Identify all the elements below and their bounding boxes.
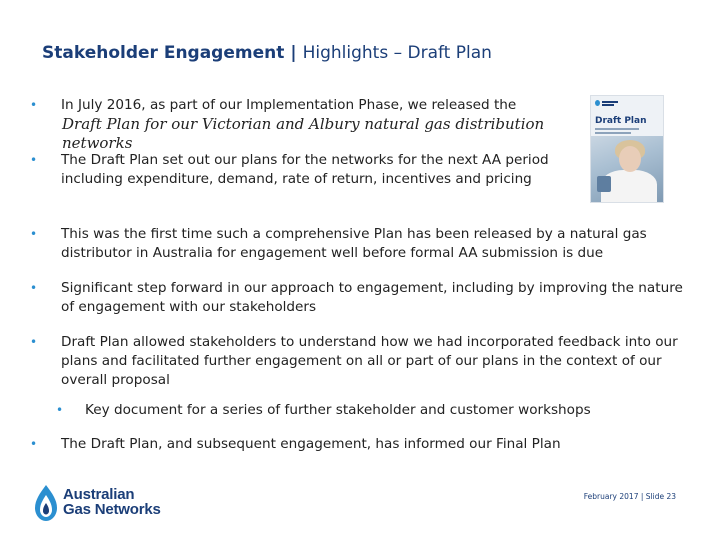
bullet-icon: • xyxy=(30,227,38,241)
bullet-text: The Draft Plan set out our plans for the networks for the next AA period including expenditure, demand, rate of return, incentives and pricing xyxy=(61,152,549,187)
page-title xyxy=(42,43,492,63)
cover-logo-icon xyxy=(595,100,635,106)
bullet-icon: • xyxy=(30,153,38,167)
bullet-text: Draft Plan allowed stakeholders to understand how we had incorporated feedback into our plans and facilitated further engagement on all or part of our plans in the context of our overall proposal xyxy=(61,334,678,388)
logo-text-line2: Gas Networks xyxy=(63,501,161,518)
title-separator: | xyxy=(290,43,297,63)
bullet-icon: • xyxy=(56,403,64,417)
bullet-icon: • xyxy=(30,437,38,451)
bullet-text: The Draft Plan, and subsequent engagement, has informed our Final Plan xyxy=(61,436,561,452)
draft-plan-title-italic: Draft Plan for our Victorian and Albury natural gas distribution networks xyxy=(62,115,545,152)
australian-gas-networks-logo xyxy=(32,483,172,523)
cover-subtitle-line xyxy=(595,132,631,134)
bullet-text: Key document for a series of further stakeholder and customer workshops xyxy=(85,402,591,418)
slide-footer: February 2017 | Slide 23 xyxy=(583,492,676,501)
gas-flame-icon xyxy=(32,483,60,523)
cover-title: Draft Plan xyxy=(595,116,647,126)
bullet-icon: • xyxy=(30,281,38,295)
bullet-text: This was the first time such a comprehensive Plan has been released by a natural gas distributor in Australia for engagement well before formal AA submission is due xyxy=(61,226,647,261)
bullet-line: In July 2016, as part of our Implementation Phase, we released the xyxy=(61,97,517,113)
cover-subtitle-line xyxy=(595,128,639,130)
cover-photo xyxy=(591,136,663,202)
bullet-icon: • xyxy=(30,98,38,112)
bullet-icon: • xyxy=(30,335,38,349)
bullet-text xyxy=(61,96,581,153)
title-bold-part: Stakeholder Engagement xyxy=(42,43,285,63)
title-rest-part: Highlights – Draft Plan xyxy=(302,43,492,63)
draft-plan-cover-image xyxy=(590,95,664,203)
bullet-text: Significant step forward in our approach to engagement, including by improving the nature of engagement with our stakeholders xyxy=(61,280,683,315)
logo-text-line1: Australian xyxy=(63,486,135,503)
